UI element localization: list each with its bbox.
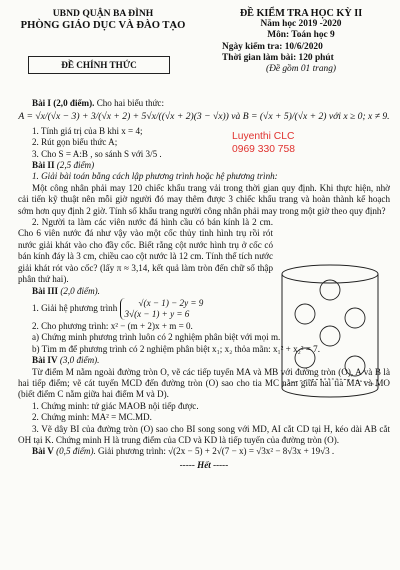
q5	[18, 446, 390, 457]
equation-1: √(x − 1) − 2y = 9	[138, 297, 204, 308]
exam-header	[212, 8, 390, 75]
glass-bottom-hidden	[282, 379, 378, 388]
q2-sub1-title: 1. Giải bài toán bằng cách lập phương trình hoặc hệ phương trình:	[32, 171, 278, 182]
ice-sphere	[295, 348, 315, 368]
q4-text: Từ điểm M nằm ngoài đường tròn O, vẽ các tiếp tuyến MA và MB với đường tròn (O), A và B là hai tiếp điểm; vẽ cát tuyến MCD đến đường tròn (O) sao cho tia MC nằm giữa hai tia MA và MO (biết điểm C nằm giữa hai điểm M và D).	[18, 366, 390, 400]
office-name: PHÒNG GIÁO DỤC VÀ ĐÀO TẠO	[20, 20, 186, 31]
glass-bottom	[282, 388, 378, 397]
q4-item1: 1. Chứng minh: tứ giác MAOB nội tiếp được.	[32, 400, 199, 411]
watermark-phone: 0969 330 758	[232, 144, 295, 155]
official-stamp-box: ĐỀ CHÍNH THỨC	[28, 56, 170, 74]
ice-sphere	[345, 308, 365, 328]
glass-with-ice-figure	[275, 262, 385, 402]
q3-sub2b: b) Tìm m để phương trình có 2 nghiệm phân biệt x₁; x₂ thỏa mãn: x₁² + x₂² = 7.	[32, 343, 321, 354]
school-year: Năm học 2019 -2020	[260, 19, 342, 30]
q3-sub2-label: 2. Cho phương trình: x² − (m + 2)x + m = 0.	[32, 320, 193, 331]
q5-points: (0,5 điểm).	[56, 446, 96, 457]
page-count: (Đề gồm 01 trang)	[265, 64, 337, 75]
q3-sub1-label: 1. Giải hệ phương trình	[32, 303, 118, 313]
q5-text: Giải phương trình: √(2x − 5) + 2√(7 − x) = √3x² − 8√3x + 19√3 .	[98, 446, 335, 457]
q2-points: (2,5 điểm)	[56, 160, 95, 171]
q2-title: Bài II	[32, 160, 55, 171]
ice-sphere	[295, 304, 315, 324]
q1-title: Bài I (2,0 điểm).	[32, 98, 95, 108]
q3-sub2a: a) Chứng minh phương trình luôn có 2 nghiệm phân biệt với mọi m.	[32, 332, 281, 343]
equation-2: 3√(x − 1) + y = 6	[124, 308, 190, 319]
q4-item3: 3. Vẽ dây BI của đường tròn (O) sao cho BI song song với MD, AI cắt CD tại H, kéo dài AB cắt OH tại K. Chứng minh H là trung điểm của CD và KD là tiếp tuyến của đường tròn (O).	[18, 423, 390, 445]
q2-sub1-text: Một công nhân phải may 120 chiếc khẩu trang vải trong thời gian quy định. Khi thực hiện, nhờ cải tiến kỹ thuật nên mỗi giờ người đó may thêm được 3 chiếc khẩu trang và hoàn thành kế hoạch sớm hơn quy định 2 giờ. Tính số khẩu trang người công nhân phải may trong một giờ theo quy định?	[18, 182, 390, 216]
end-marker: ----- Hết -----	[179, 459, 229, 470]
ice-sphere	[320, 326, 340, 346]
ice-spheres	[295, 280, 365, 376]
department-header	[18, 8, 188, 32]
ice-sphere	[345, 356, 365, 376]
q1-heading	[18, 98, 390, 109]
exam-date: Ngày kiểm tra: 10/6/2020	[222, 41, 323, 52]
exam-title: ĐỀ KIỂM TRA HỌC KỲ II	[239, 8, 363, 19]
district-name: UBND QUẬN BA ĐÌNH	[52, 8, 154, 19]
q3-title: Bài III	[32, 285, 59, 296]
formula-a: A = √x/(√x − 3) + 3/(√x + 2) + 5√x/((√x + 2)(3 − √x))	[18, 111, 229, 123]
q4-title: Bài IV	[32, 355, 58, 366]
q1-item3: 3. Cho S = A:B , so sánh S với 3/5 .	[32, 148, 162, 159]
q1-formulas	[18, 111, 390, 122]
q1-item2: 2. Rút gọn biểu thức A;	[32, 137, 118, 148]
q5-title: Bài V	[32, 446, 54, 457]
q4-points: (3,0 điểm).	[59, 355, 100, 366]
q4-item2: 2. Chứng minh: MA² = MC.MD.	[32, 412, 152, 423]
formula-b: và B = (√x + 5)/(√x + 2) với x ≥ 0; x ≠ 9.	[231, 111, 390, 123]
equation-system	[120, 298, 204, 320]
subject: Môn: Toán học 9	[267, 30, 335, 41]
exam-duration: Thời gian làm bài: 120 phút	[222, 52, 334, 63]
q1-item1: 1. Tính giá trị của B khi x = 4;	[32, 125, 143, 136]
q3-points: (2,0 điểm).	[60, 285, 100, 296]
q2-sub2-text: 2. Người ta làm các viên nước đá hình cầu có bán kính là 2 cm. Cho 6 viên nước đá như vậy vào một cốc thủy tinh hình trụ rồi rót nước giải khát vào cho đầy cốc. Biết rằng cột nước hình trụ ở cốc có bán kính đáy là 3 cm, chiều cao cột nước là 12 cm. Tính thể tích nước giải khát rót vào cốc? (lấy π ≈ 3,14, kết quả làm tròn đến chữ số thập phân thứ hai).	[18, 217, 273, 285]
q3-sub1	[18, 298, 273, 320]
q1-intro: Cho hai biểu thức:	[96, 98, 164, 108]
watermark-name: Luyenthi CLC	[232, 131, 295, 142]
q2-heading	[18, 160, 390, 171]
